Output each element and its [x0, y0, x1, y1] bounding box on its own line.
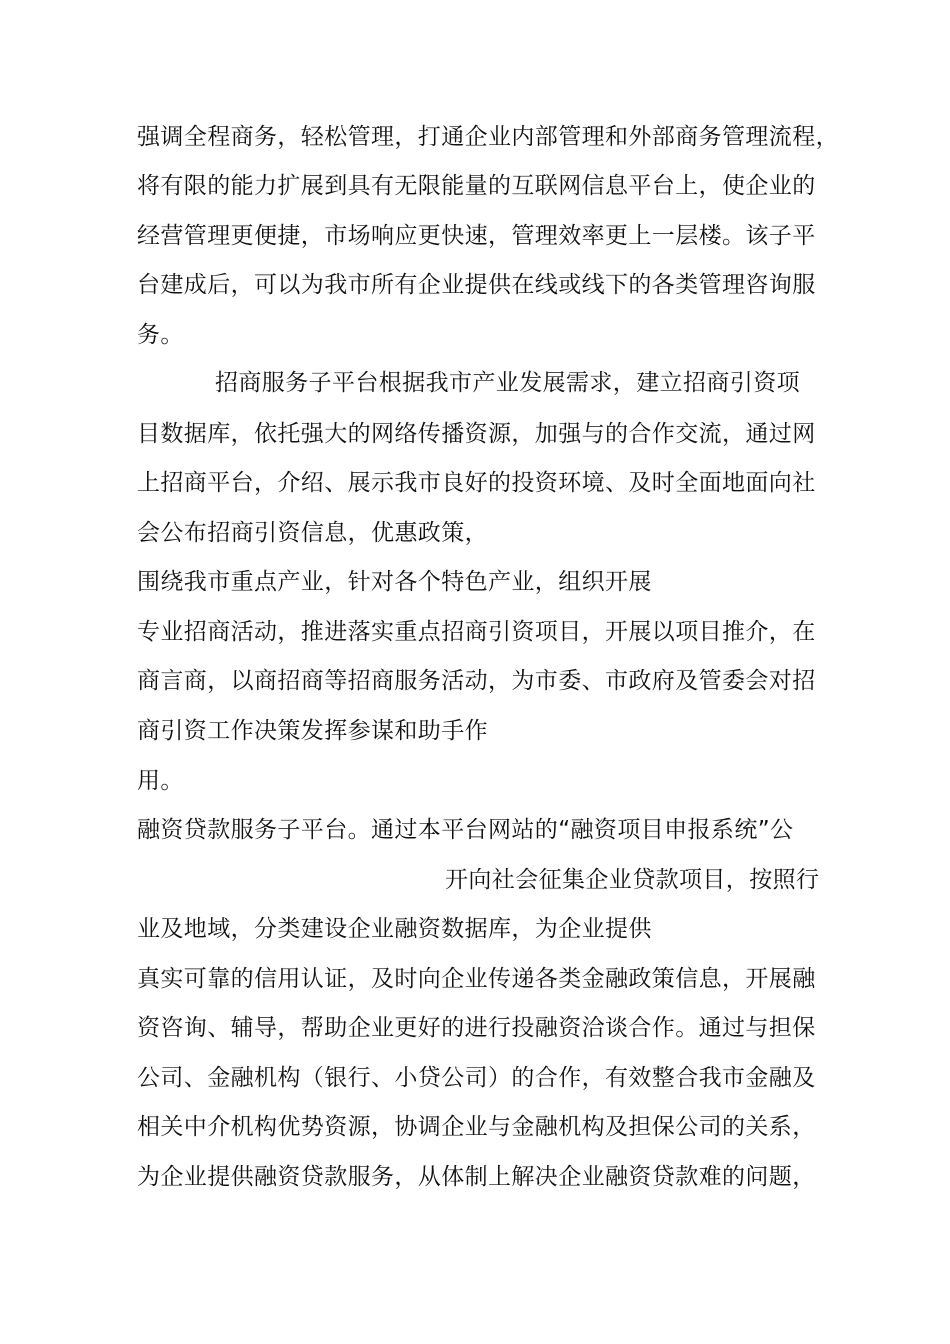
text-line-18: 真实可靠的信用认证，及时向企业传递各类金融政策信息，开展融: [137, 966, 816, 992]
text-line-2: 将有限的能力扩展到具有无限能量的互联网信息平台上，使企业的: [137, 173, 816, 199]
text-line-5: 务。: [137, 322, 184, 348]
text-line-13: 商引资工作决策发挥参谋和助手作: [137, 718, 488, 744]
text-line-3: 经营管理更便捷，市场响应更快速，管理效率更上一层楼。该子平: [137, 223, 816, 249]
text-line-11: 专业招商活动，推进落实重点招商引资项目，开展以项目推介，在: [137, 619, 816, 645]
text-line-16: 开向社会征集企业贷款项目，按照行: [445, 867, 820, 893]
text-line-12: 商言商，以商招商等招商服务活动，为市委、市政府及管委会对招: [137, 668, 816, 694]
text-line-4: 台建成后，可以为我市所有企业提供在线或线下的各类管理咨询服: [137, 272, 816, 298]
text-line-17: 业及地域，分类建设企业融资数据库，为企业提供: [137, 916, 652, 942]
text-line-15: 融资贷款服务子平台。通过本平台网站的“融资项目申报系统”公: [137, 817, 794, 843]
text-line-9: 会公布招商引资信息，优惠政策，: [137, 520, 488, 546]
text-line-21: 相关中介机构优势资源，协调企业与金融机构及担保公司的关系，: [137, 1114, 816, 1140]
text-line-10: 围绕我市重点产业，针对各个特色产业，组织开展: [137, 569, 652, 595]
text-line-6: 招商服务子平台根据我市产业发展需求，建立招商引资项: [215, 370, 800, 396]
text-line-7: 目数据库，依托强大的网络传播资源，加强与的合作交流，通过网: [137, 421, 816, 447]
text-line-22: 为企业提供融资贷款服务，从体制上解决企业融资贷款难的问题，: [137, 1164, 816, 1190]
text-line-8: 上招商平台，介绍、展示我市良好的投资环境、及时全面地面向社: [137, 470, 816, 496]
text-line-1: 强调全程商务，轻松管理，打通企业内部管理和外部商务管理流程，: [137, 124, 839, 150]
text-line-20: 公司、金融机构（银行、小贷公司）的合作，有效整合我市金融及: [137, 1065, 816, 1091]
text-line-14: 用。: [137, 768, 184, 794]
text-line-19: 资咨询、辅导，帮助企业更好的进行投融资洽谈合作。通过与担保: [137, 1015, 816, 1041]
